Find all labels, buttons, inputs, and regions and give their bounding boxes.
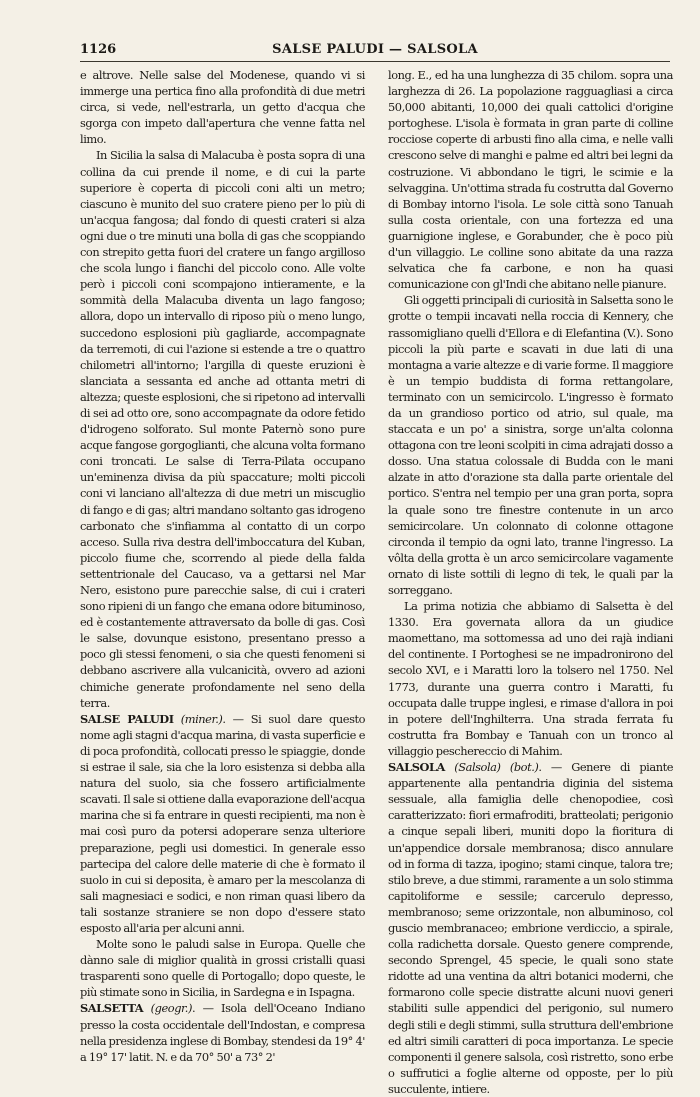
page-number: 1126 (80, 42, 117, 57)
paragraph-text: long. E., ed ha una lunghezza di 35 chilom. sopra una larghezza di 26. La popolazione ragguagliasi a circa 50,000 abitanti, 10,000 dei quali cattolici d'origine portoghese. L'isola è formata in gran parte di colline rocciose coperte di arbusti fino alla cima, e nelle valli crescono selve di manghi e palme ed altri bei legni da costruzione. Vi abbondano le tigri, le scimie e la selvaggina. Un'ottima strada fu costrutta dal Governo di Bombay intorno l'isola. Le sole città sono Tanuah sulla costa orientale, con una fortezza ed una guarnigione inglese, e Gorabunder, che è poco più d'un villaggio. Le colline sono abitate da una razza selvatica che fa carbone, e non ha quasi comunicazione con gl'Indi che abitano nelle pianure. (388, 68, 673, 292)
paragraph (388, 598, 673, 759)
entry-category: (Salsola) (bot.) (454, 760, 539, 775)
paragraph (388, 292, 673, 598)
paragraph (80, 67, 365, 147)
paragraph (80, 711, 365, 936)
entry-category: (miner.) (180, 711, 223, 726)
right-column (388, 67, 673, 1097)
paragraph (80, 147, 365, 710)
entry-headword: SALSOLA (388, 760, 445, 775)
paragraph (388, 759, 673, 1097)
paragraph-text: La prima notizia che abbiamo di Salsetta è del 1330. Era governata allora da un giudice maomettano, ma sottomessa ad uno dei rajà indiani del continente. I Portoghesi se ne impadronirono del secolo XVI, e i Maratti loro la tolsero nel 1750. Nel 1773, durante una guerra contro i Maratti, fu occupata dalle truppe inglesi, e rimase d'allora in poi in potere dell'Inghilterra. Una strada ferrata fu costrutta fra Bombay e Tanuah con un tronco al villaggio peschereccio di Mahim. (388, 599, 673, 758)
paragraph (80, 1000, 365, 1064)
running-title: SALSE PALUDI — SALSOLA (272, 42, 478, 57)
paragraph-text: e altrove. Nelle salse del Modenese, quando vi si immerge una pertica fino alla profondità di due metri circa, si vede, nell'estrarla, un getto d'acqua che sgorga con impeto dall'apertura che venne fatta nel limo. (80, 68, 365, 147)
paragraph (388, 67, 673, 292)
paragraph-text: . — Si suol dare questo nome agli stagni d'acqua marina, di vasta superficie e di poca profondità, collocati presso le spiaggie, donde si estrae il sale, sia che la loro esistenza si debba alla natura del suolo, sia che fossero artificialmente scavati. Il sale si ottiene dalla evaporazione dell'acqua marina che si fa entrare in questi recipienti, ma non è mai così puro da potersi adoperare senza ulteriore preparazione, pegli usi domestici. In generale esso partecipa del calore delle materie di che è formato il suolo in cui si deposita, è amaro per la mescolanza di sali magnesiaci e sodici, e non riman quasi libero da tali sostanze straniere se non dopo d'essere stato esposto all'aria per alcuni anni. (80, 711, 365, 935)
page-header (80, 42, 670, 62)
paragraph-text: . — Genere di piante appartenente alla pentandria diginia del sistema sessuale, alla famiglia delle chenopodiee, così caratterizzato: fiori ermafroditi, bratteolati; perigonio a cinque sepali liberi, muniti dopo la fioritura di un'appendice dorsale membranosa; disco annulare od in forma di tazza, ipogino; stami cinque, talora tre; stilo breve, a due stimmi, raramente a un solo stimma capitoliforme e sessile; carcerulo depresso, membranoso; seme orizzontale, non albuminoso, col guscio membranaceo; embrione verdiccio, a spirale, colla radichetta dorsale. Questo genere comprende, secondo Sprengel, 45 specie, le quali sono state ridotte ad una ventina da altri botanici moderni, che formarono colle specie distratte alcuni nuovi generi stabiliti sulle appendici del perigonio, sul numero degli stili e degli stimmi, sulla struttura dell'embrione ed altri simili caratteri di poca importanza. Le specie componenti il genere salsola, così ristretto, sono erbe o suffrutici a foglie alterne od opposte, per lo più succulente, intiere. (388, 760, 674, 1096)
entry-headword: SALSETTA (80, 1001, 144, 1016)
paragraph-text: Gli oggetti principali di curiosità in Salsetta sono le grotte o tempii incavati nella roccia di Kennery, che rassomigliano quelli d'Ellora e di Elefantina (V.). Sono piccoli la più parte e scavati in due lati di una montagna a varie altezze e di varie forme. Il maggiore è un tempio buddista di forma rettangolare, terminato con un semicircolo. L'ingresso è formato da un grandioso portico od atrio, sul quale, ma staccata e un po' a sinistra, sorge un'alta colonna ottagona con tre leoni scolpiti in cima adrajati dosso a dosso. Una statua colossale di Budda con le mani alzate in atto d'orazione sta dalla parte orientale del portico. S'entra nel tempio per una gran porta, sopra la quale sono tre finestre contenute in un arco semicircolare. Un colonnato di colonne ottagone circonda il tempio da ogni lato, tranne l'ingresso. La vôlta della grotta è un arco semicircolare vagamente ornato di liste sottili di legno di tek, le quali par la sorreggano. (388, 293, 673, 597)
entry-category: (geogr.) (150, 1001, 192, 1016)
header-rule (80, 61, 670, 62)
left-column (80, 67, 365, 1065)
paragraph-text: . — Isola dell'Oceano Indiano presso la costa occidentale dell'Indostan, e compresa nella presidenza inglese di Bombay, stendesi da 19° 4' a 19° 17' latit. N. e da 70° 50' a 73° 2' (80, 1001, 365, 1064)
paragraph-text: In Sicilia la salsa di Malacuba è posta sopra di una collina da cui prende il nome, e di cui la parte superiore è coperta di piccoli coni alti un metro; ciascuno è munito del suo cratere pieno per lo più di un'acqua fangosa; dal fondo di questi crateri si alza ogni due o tre minuti una bolla di gas che scoppiando con strepito getta fuori del cratere un fango argilloso che scola lungo i fianchi del piccolo cono. Alle volte però i piccoli coni scompajono intieramente, e la sommità della Malacuba diventa un lago fangoso; allora, dopo un intervallo di riposo più o meno lungo, succedono esplosioni più gagliarde, accompagnate da terremoti, di cui l'azione si estende a tre o quattro chilometri all'intorno; l'argilla di queste eruzioni è slanciata a sessanta ed anche ad ottanta metri di altezza; queste esplosioni, che si ripetono ad intervalli di sei ad otto ore, sono accompagnate da odore fetido d'idrogeno solforato. Sul monte Paternò sono pure acque fangose gorgoglianti, che alcuna volta formano coni troncati. Le salse di Terra-Pilata occupano un'eminenza divisa da più spaccature; molti piccoli coni vi lanciano all'altezza di due metri un miscuglio di fango e di gas; altri mandano soltanto gas idrogeno carbonato che s'infiamma al contatto di un corpo acceso. Sulla riva destra dell'imboccatura del Kuban, piccolo fiume che, scorrendo al piede della falda settentrionale del Caucaso, va a gettarsi nel Mar Nero, esistono pure parecchie salse, di cui i crateri sono ripieni di un fango che emana odore bituminoso, ed è costantemente attraversato da bolle di gas. Così le salse, dovunque esistono, presentano presso a poco gli stessi fenomeni, o sia che questi fenomeni si debbano ascrivere alla vulcanicità, ovvero ad azioni chimiche generate profondamente nel seno della terra. (80, 148, 365, 710)
paragraph-text: Molte sono le paludi salse in Europa. Quelle che dànno sale di miglior qualità in grossi cristalli quasi trasparenti sono quelle di Portogallo; dopo queste, le più stimate sono in Sicilia, in Sardegna e in Ispagna. (80, 937, 365, 1000)
entry-headword: SALSE PALUDI (80, 711, 174, 726)
paragraph (80, 936, 365, 1000)
